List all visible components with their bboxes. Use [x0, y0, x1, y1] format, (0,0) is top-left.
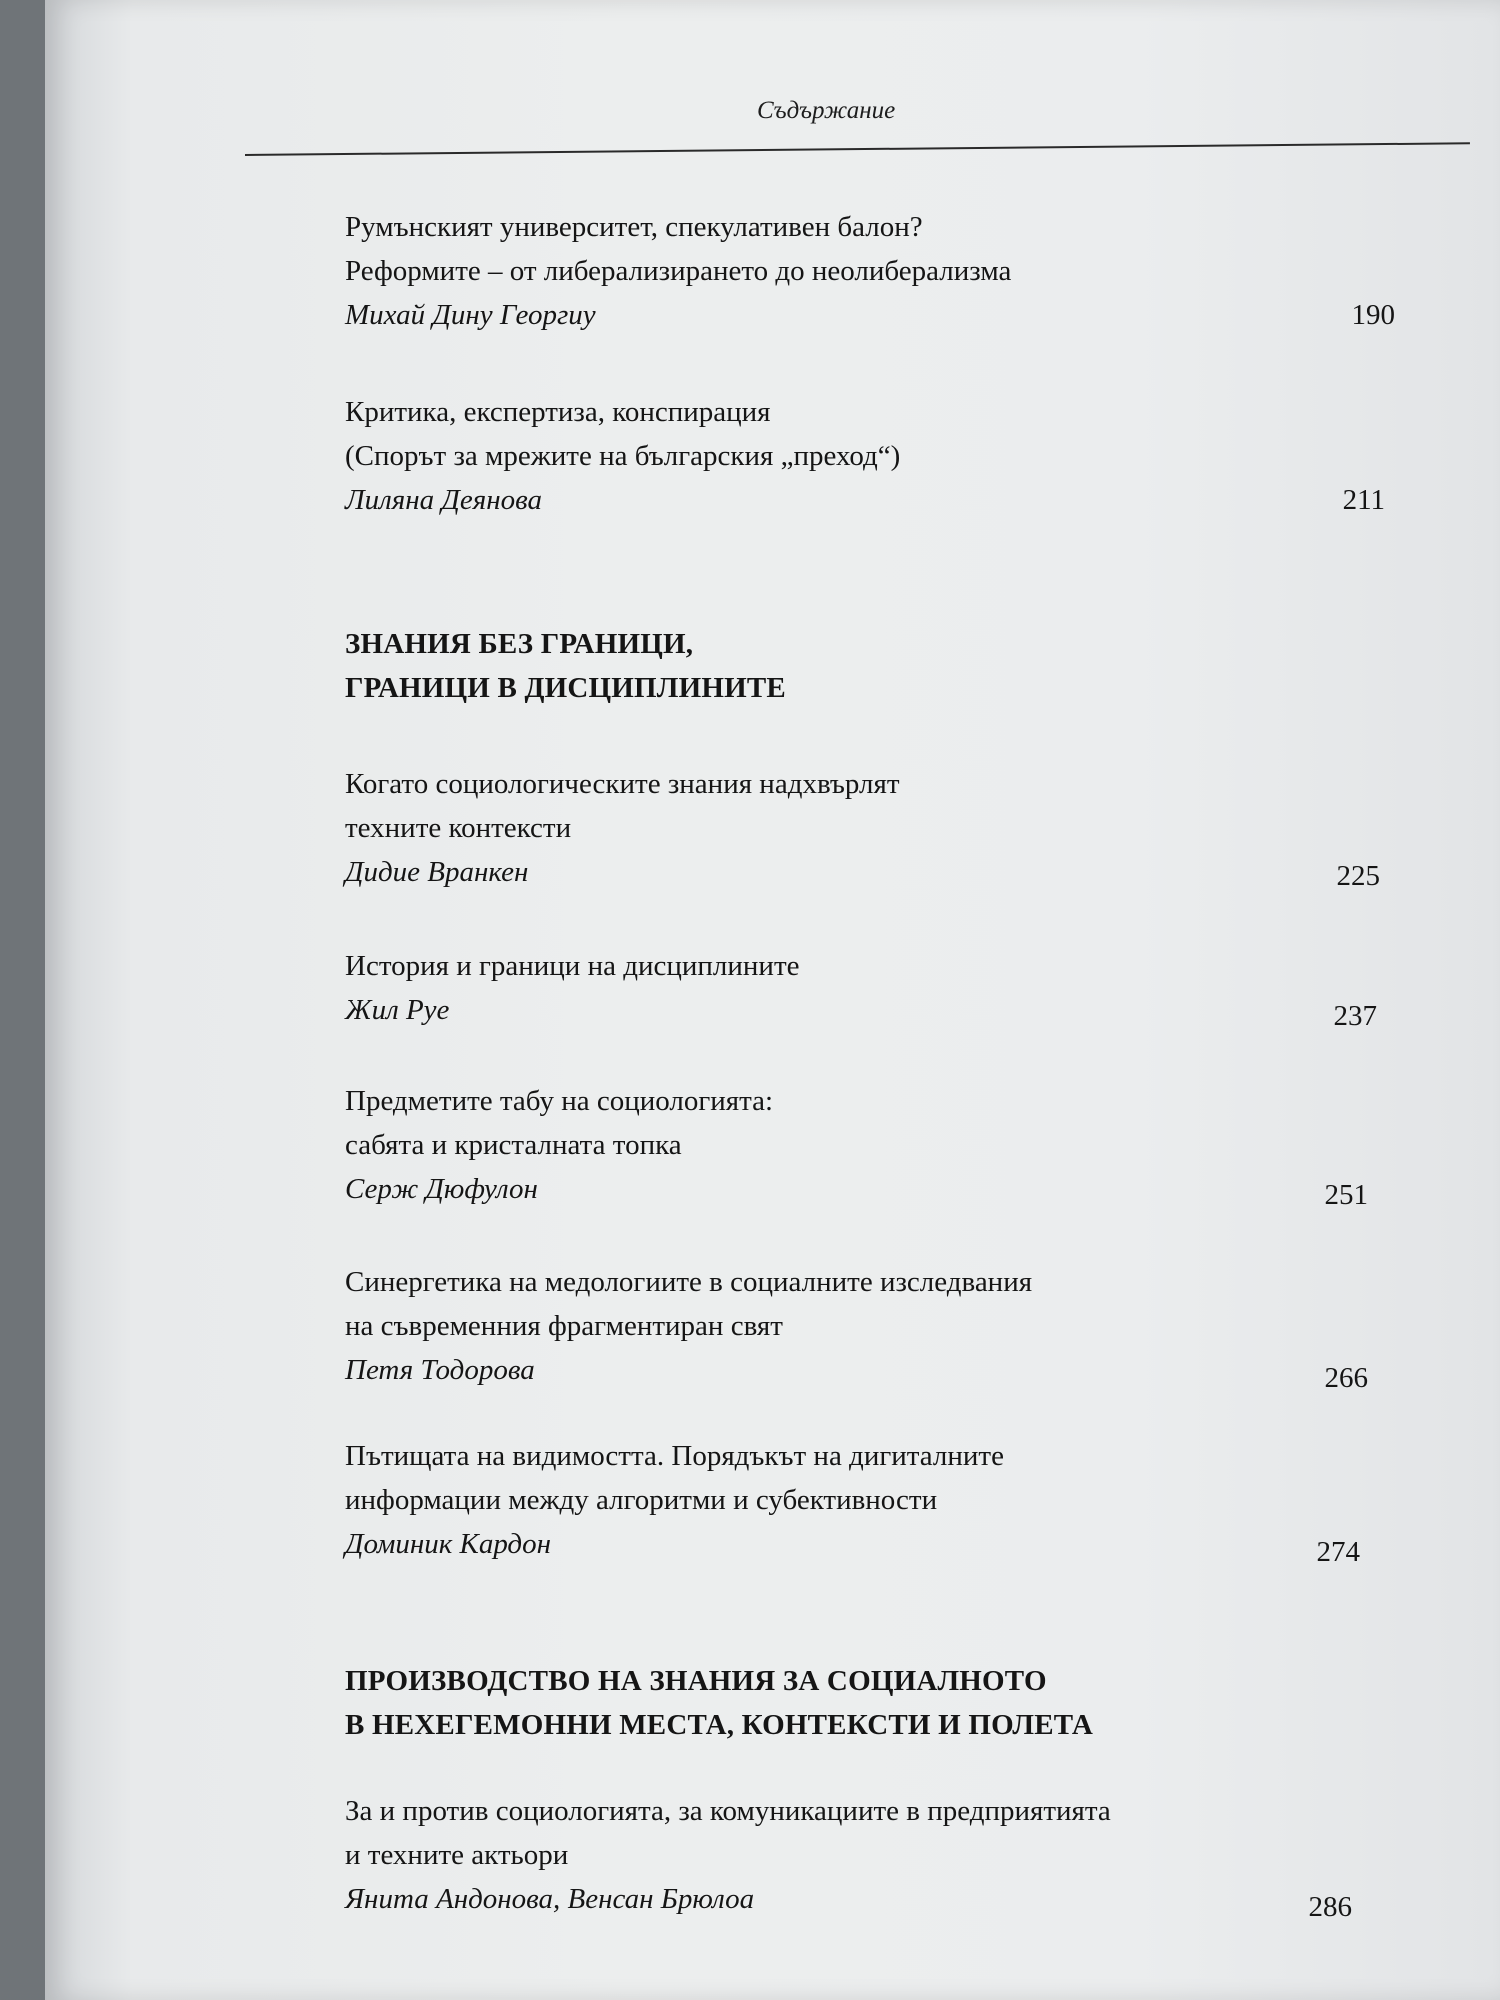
entry-author: Серж Дюфулон	[345, 1173, 538, 1205]
entry-author: Жил Руе	[345, 994, 450, 1026]
toc-entry	[345, 1789, 1395, 1921]
section-heading-line: ГРАНИЦИ В ДИСЦИПЛИНИТЕ	[345, 672, 786, 704]
section-heading-line: ПРОИЗВОДСТВО НА ЗНАНИЯ ЗА СОЦИАЛНОТО	[345, 1665, 1047, 1697]
entry-page-number: 286	[1308, 1891, 1352, 1923]
entry-title: Реформите – от либерализирането до неолиберализма	[345, 255, 1012, 287]
entry-title: Румънският университет, спекулативен балон?	[345, 211, 923, 243]
entry-page-number: 211	[1342, 484, 1385, 516]
section-heading-line: ЗНАНИЯ БЕЗ ГРАНИЦИ,	[345, 628, 694, 660]
entry-page-number: 237	[1333, 1000, 1377, 1032]
entry-title: Синергетика на медологиите в социалните изследвания	[345, 1266, 1033, 1298]
section-heading	[345, 622, 1395, 710]
section-heading-line: В НЕХЕГЕМОННИ МЕСТА, КОНТЕКСТИ И ПОЛЕТА	[345, 1709, 1093, 1741]
entry-author: Петя Тодорова	[345, 1354, 535, 1386]
entry-title: Критика, експертиза, конспирация	[345, 396, 771, 428]
book-page	[45, 0, 1500, 2000]
entry-title: Когато социологическите знания надхвърлят	[345, 768, 900, 800]
entry-title: За и против социологията, за комуникациите в предприятията	[345, 1795, 1111, 1827]
entry-title: сабята и кристалната топка	[345, 1129, 682, 1161]
toc-entry	[345, 944, 1395, 1032]
entry-title: информации между алгоритми и субективности	[345, 1484, 938, 1516]
toc-entry	[345, 762, 1395, 894]
entry-page-number: 266	[1324, 1362, 1368, 1394]
entry-title: История и граници на дисциплините	[345, 950, 800, 982]
entry-title: и техните актьори	[345, 1839, 569, 1871]
header-rule	[245, 142, 1470, 156]
toc-entry	[345, 1260, 1395, 1392]
toc-entry	[345, 205, 1395, 337]
section-heading	[345, 1659, 1395, 1747]
entry-author: Дидие Вранкен	[345, 856, 529, 888]
toc-entry	[345, 1079, 1395, 1211]
entry-page-number: 274	[1316, 1536, 1360, 1568]
entry-title: Предметите табу на социологията:	[345, 1085, 774, 1117]
entry-author: Янита Андонова, Венсан Брюлоа	[345, 1883, 755, 1915]
entry-page-number: 251	[1324, 1179, 1368, 1211]
entry-title: на съвременния фрагментиран свят	[345, 1310, 783, 1342]
toc-entry	[345, 390, 1395, 522]
entry-title: техните контексти	[345, 812, 572, 844]
entry-page-number: 190	[1351, 299, 1395, 331]
toc-entry	[345, 1434, 1395, 1566]
entry-page-number: 225	[1336, 860, 1380, 892]
entry-title: Пътищата на видимостта. Порядъкът на дигиталните	[345, 1440, 1004, 1472]
entry-author: Доминик Кардон	[345, 1528, 551, 1560]
entry-author: Михай Дину Георгиу	[345, 299, 596, 331]
entry-title: (Спорът за мрежите на българския „преход“)	[345, 440, 901, 472]
entry-author: Лиляна Деянова	[345, 484, 542, 516]
running-head: Съдържание	[757, 97, 896, 124]
